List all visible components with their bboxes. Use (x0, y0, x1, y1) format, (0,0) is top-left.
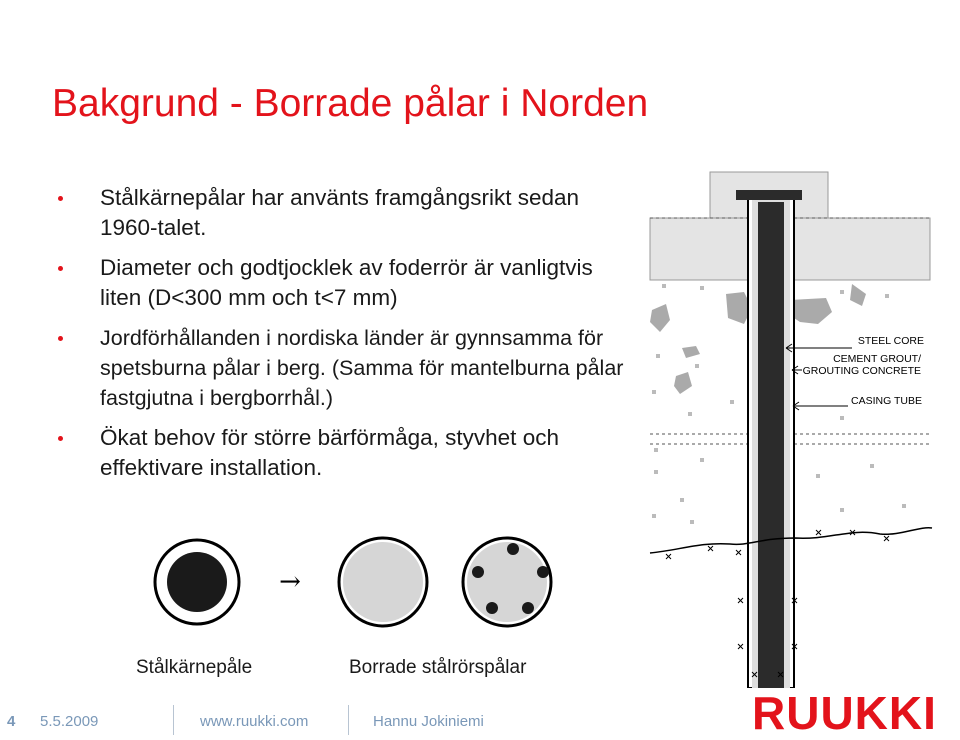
page-number: 4 (7, 713, 16, 730)
footer-date: 5.5.2009 (40, 713, 99, 730)
steel-core-pile-section-icon (155, 540, 239, 624)
caption-drilled-tube-piles: Borrade stålrörspålar (349, 657, 527, 678)
bullet-list (58, 183, 638, 493)
bullet-dot-icon (58, 266, 63, 271)
slide-title: Bakgrund - Borrade pålar i Norden (52, 82, 649, 125)
bullet-item (58, 183, 638, 243)
bullet-text: Jordförhållanden i nordiska länder är gynnsamma för spetsburna pålar i berg. (Samma för mantelburna pålar fastgjutna i bergborrhål.) (100, 326, 624, 410)
label-casing-tube: CASING TUBE (851, 395, 922, 407)
arrow-icon: → (279, 567, 301, 597)
footer-separator (348, 705, 349, 735)
footer-separator (173, 705, 174, 735)
bullet-text: Diameter och godtjocklek av foderrör är vanligtvis liten (D<300 mm och t<7 mm) (100, 255, 593, 310)
pile-section-diagram (640, 168, 940, 688)
bullet-text: Stålkärnepålar har använts framgångsrikt sedan 1960-talet. (100, 185, 580, 240)
bullet-item (58, 253, 638, 313)
ruukki-logo: RUUKKI (752, 687, 937, 739)
footer-author: Hannu Jokiniemi (373, 713, 484, 730)
label-cement-grout: CEMENT GROUT/ (833, 353, 921, 365)
bullet-item (58, 323, 638, 413)
bullet-dot-icon (58, 436, 63, 441)
grouted-tube-pile-section-icon (339, 538, 427, 626)
reinforced-tube-pile-section-icon (463, 538, 551, 626)
label-steel-core: STEEL CORE (857, 335, 924, 347)
pile-cross-sections (130, 536, 570, 651)
bullet-item (58, 423, 638, 483)
footer-url: www.ruukki.com (200, 713, 309, 730)
label-grouting-concrete: GROUTING CONCRETE (802, 365, 921, 377)
bullet-text: Ökat behov för större bärförmåga, styvhet och effektivare installation. (100, 425, 559, 480)
bullet-dot-icon (58, 336, 63, 341)
caption-steel-core-pile: Stålkärnepåle (136, 657, 253, 678)
bullet-dot-icon (58, 196, 63, 201)
